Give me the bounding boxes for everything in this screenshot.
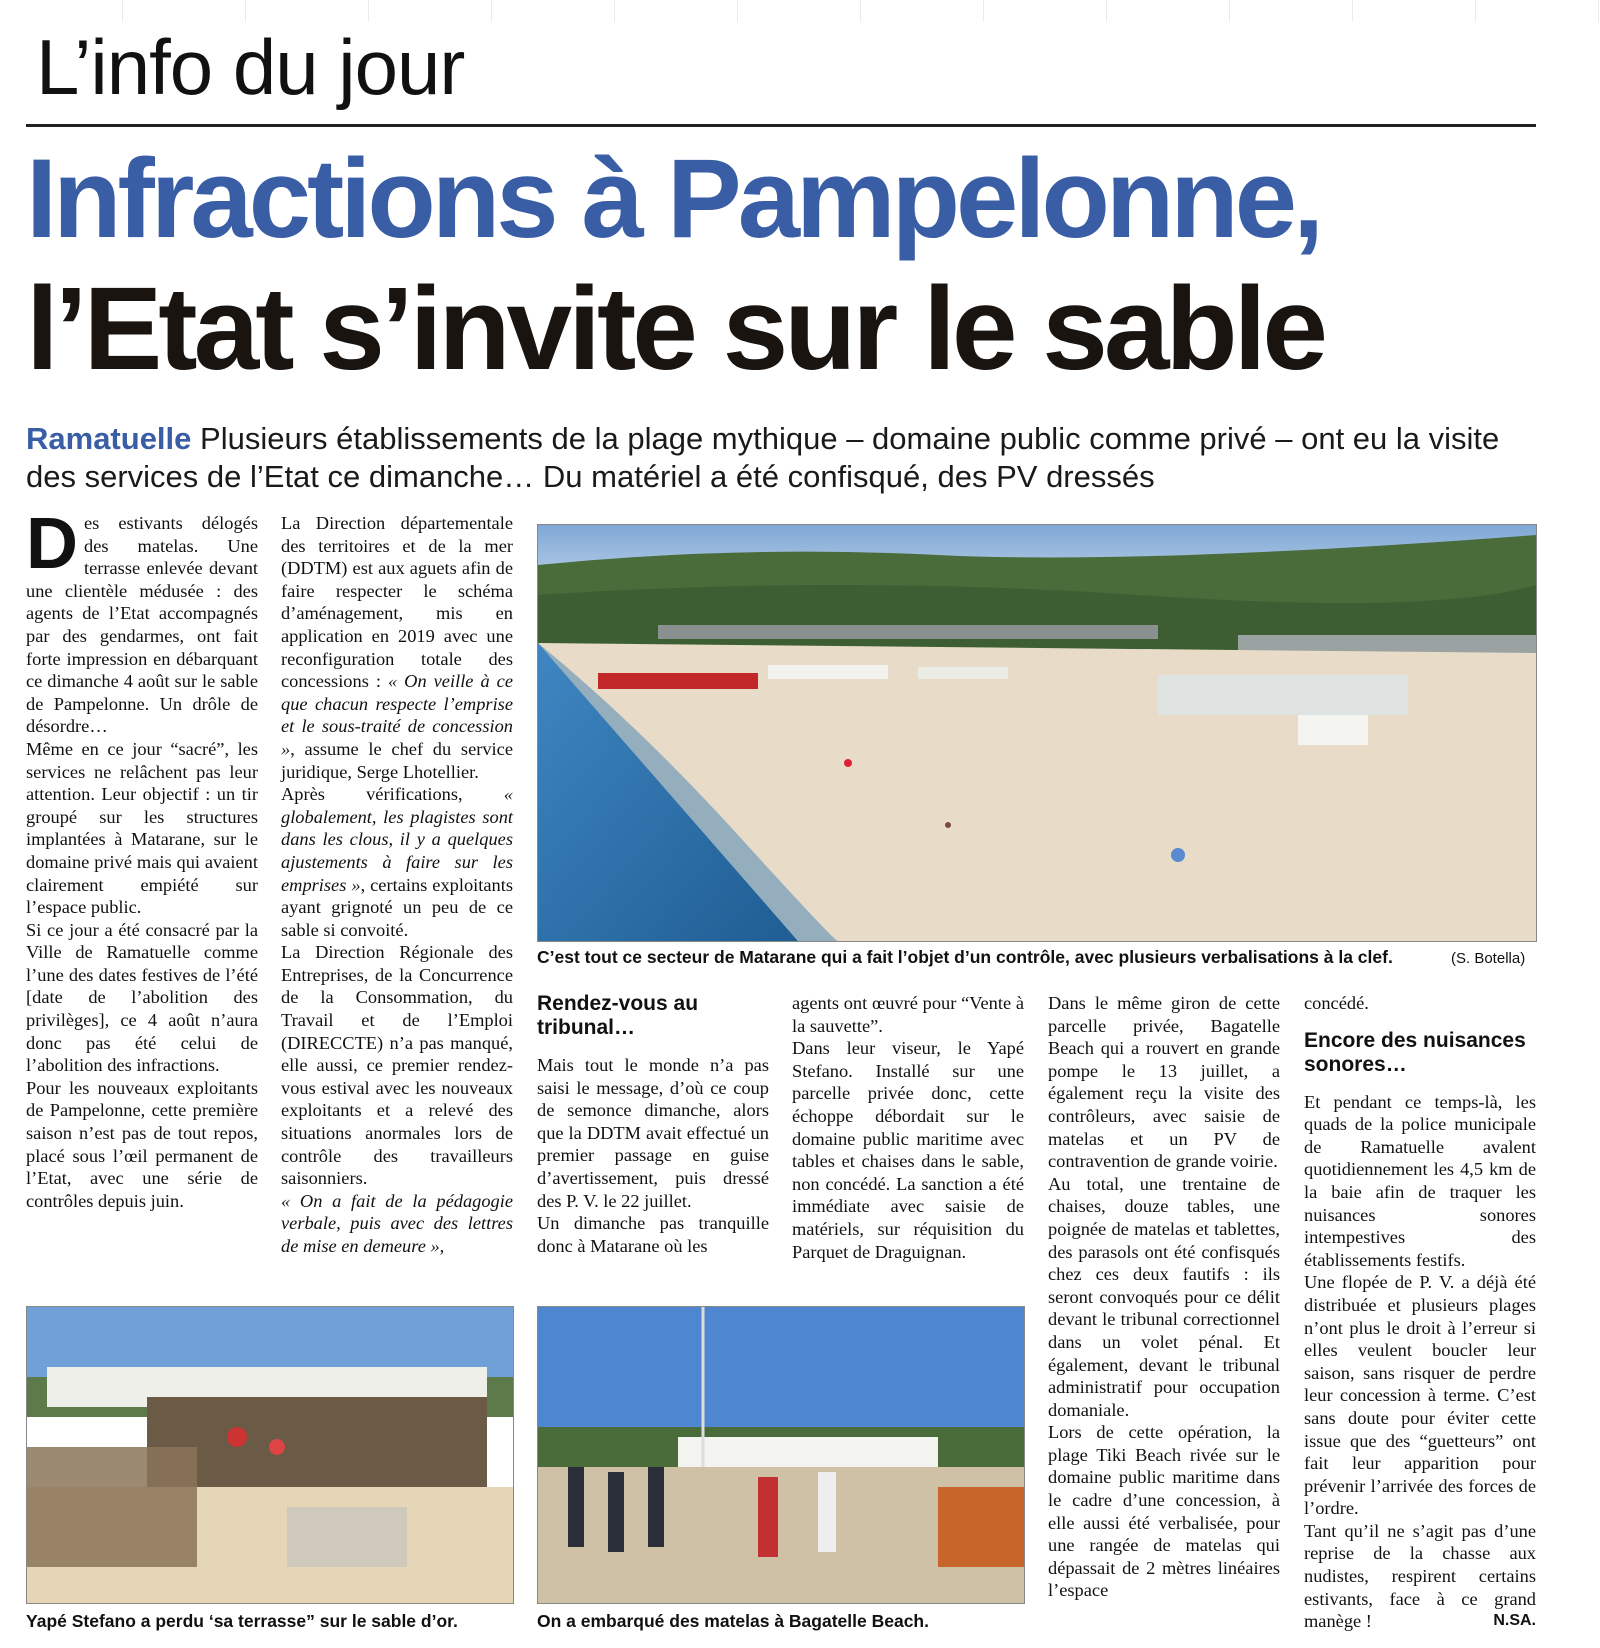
col5-paragraph-3: Lors de cette opération, la plage Tiki Beach rivée sur le domaine public maritime dans le cadre d’une concession, à elle aussi été verbalisée, pour une rangée de matelas qui dépassait de 2 mètres linéaires l’espace bbox=[1048, 1422, 1280, 1601]
subhead-nuisances: Encore des nuisances sonores… bbox=[1304, 1028, 1526, 1076]
section-rubric: L’info du jour bbox=[36, 23, 465, 111]
col6-paragraph-3 bbox=[1304, 1520, 1536, 1633]
main-photo-credit: (S. Botella) bbox=[1451, 950, 1526, 967]
article-column-5 bbox=[1048, 992, 1280, 1602]
col1-paragraph-1: es estivants délogés des matelas. Une terrasse enlevée devant une clientèle médusée : des agents de l’Etat accompagnés par des gendarmes, ont fait forte impression en débarquant ce dimanche 4 août sur le sable de Pampelonne. Un drôle de désordre… bbox=[26, 513, 258, 737]
bagatelle-photo bbox=[537, 1306, 1025, 1604]
bagatelle-photo-caption: On a embarqué des matelas à Bagatelle Beach. bbox=[537, 1611, 929, 1631]
top-strip bbox=[0, 0, 1600, 22]
article-column-6 bbox=[1304, 992, 1536, 1633]
article-column-4 bbox=[792, 992, 1024, 1263]
main-photo-caption: C’est tout ce secteur de Matarane qui a fait l’objet d’un contrôle, avec plusieurs verbalisations à la clef. bbox=[537, 947, 1393, 967]
main-beach-photo bbox=[537, 524, 1537, 942]
terrace-photo bbox=[26, 1306, 514, 1604]
article-column-2 bbox=[281, 512, 513, 1258]
col2-paragraph-1 bbox=[281, 512, 513, 783]
col2-p1-tail: , assume le chef du service juridique, Serge Lhotellier. bbox=[281, 738, 513, 782]
subhead-tribunal: Rendez-vous au tribunal… bbox=[537, 992, 699, 1039]
col2-p2-text: Après vérifications, bbox=[281, 784, 504, 805]
col4-paragraph-1: agents ont œuvré pour “Vente à la sauvette”. bbox=[792, 993, 1024, 1036]
col6-p3-text: Tant qu’il ne s’agit pas d’une reprise de la chasse aux nudistes, respirent certains estivants, face à ce grand manège ! bbox=[1304, 1520, 1536, 1632]
headline-line-2: l’Etat s’invite sur le sable bbox=[26, 263, 1325, 395]
terrace-photo-caption: Yapé Stefano a perdu ‘sa terrasse” sur le sable d’or. bbox=[26, 1611, 458, 1631]
col6-paragraph-1: Et pendant ce temps-là, les quads de la police municipale de Ramatuelle avalent quotidiennement les 4,5 km de la baie afin de traquer les nuisances sonores intempestives des établissements festifs. bbox=[1304, 1091, 1536, 1270]
col3-paragraph-1: Mais tout le monde n’a pas saisi le message, d’où ce coup de semonce dimanche, alors que la DDTM avait effectué un premier passage en guise d’avertissement, puis dressé des P. V. le 22 juillet. bbox=[537, 1055, 769, 1211]
terrace-image bbox=[27, 1307, 513, 1603]
bagatelle-image bbox=[538, 1307, 1024, 1603]
col4-paragraph-2: Dans leur viseur, le Yapé Stefano. Installé sur une parcelle privée donc, cette échoppe débordait sur le domaine public maritime avec tables et chaises dans le sable, non concédé. La sanction a été immédiate avec saisie de matériels, sur réquisition du Parquet de Draguignan. bbox=[792, 1038, 1024, 1262]
col6-paragraph-0: concédé. bbox=[1304, 993, 1369, 1013]
beach-aerial-image bbox=[538, 525, 1536, 941]
col2-paragraph-3: La Direction Régionale des Entreprises, de la Concurrence de la Consommation, du Travail et de l’Emploi (DIRECCTE) n’a pas manqué, elle aussi, ce premier rendez-vous estival avec les nouveaux exploitants et a relevé des situations anormales lors de contrôle des travailleurs saisonniers. bbox=[281, 942, 513, 1189]
col3-paragraph-2: Un dimanche pas tranquille donc à Matarane où les bbox=[537, 1213, 769, 1256]
lede bbox=[26, 420, 1546, 496]
col2-p1-quote: « On veille à ce que chacun respecte l’emprise et le sous-traité de concession » bbox=[281, 671, 513, 759]
col2-p2-tail: , certains exploitants ayant grignoté un peu de ce sable si convoité. bbox=[281, 874, 513, 940]
article-column-3 bbox=[537, 992, 769, 1257]
col1-paragraph-4: Pour les nouveaux exploitants de Pampelonne, cette première saison n’est pas de tout repos, placé sous l’œil permanent de l’Etat, avec une série de contrôles depuis juin. bbox=[26, 1077, 258, 1211]
headline-line-1: Infractions à Pampelonne, bbox=[26, 136, 1321, 261]
col2-p2-quote: « globalement, les plagistes sont dans les clous, il y a quelques ajustements à faire sur les emprises » bbox=[281, 784, 513, 895]
col2-p4-quote: « On a fait de la pédagogie verbale, puis avec des lettres de mise en demeure », bbox=[281, 1190, 513, 1256]
col5-paragraph-2: Au total, une trentaine de chaises, douze tables, une poignée de matelas et tablettes, des parasols ont été confisqués chez ces deux fautifs : ils seront convoqués pour ce délit devant le tribunal correctionnel dans un volet pénal. Et également, devant le tribunal administratif pour occupation domaniale. bbox=[1048, 1173, 1280, 1420]
col2-p1-text: La Direction départementale des territoires et de la mer (DDTM) est aux aguets afin de faire respecter le schéma d’aménagement, mis en application en 2019 avec une reconfiguration totale des concessions : bbox=[281, 513, 513, 692]
col2-paragraph-4 bbox=[281, 1190, 513, 1258]
lede-text: Plusieurs établissements de la plage mythique – domaine public comme privé – ont eu la visite des services de l’Etat ce dimanche… Du matériel a été confisqué, des PV dressés bbox=[26, 421, 1500, 494]
col1-paragraph-3: Si ce jour a été consacré par la Ville de Ramatuelle comme l’une des dates festives de l’été [date de l’abolition des privilèges], ce 4 août n’aura donc pas été celui de l’abolition des infractions. bbox=[26, 919, 258, 1076]
col2-paragraph-2 bbox=[281, 783, 513, 941]
col6-paragraph-2: Une flopée de P. V. a déjà été distribuée et plusieurs plages n’ont plus le droit à l’erreur si elles veulent boucler leur saison, sans risquer de perdre leur concession à terme. C’est sans doute pour éviter cette issue que des “guetteurs” ont fait leur apparition pour prévenir l’arrivée des forces de l’ordre. bbox=[1304, 1272, 1536, 1519]
author-signature: N.SA. bbox=[1493, 1612, 1536, 1630]
col1-paragraph-2: Même en ce jour “sacré”, les services ne relâchent pas leur attention. Leur objectif : un tir groupé sur les structures implantées à Matarane, sur le domaine privé mais qui avaient clairement empiété sur l’espace public. bbox=[26, 738, 258, 918]
article-column-1 bbox=[26, 504, 258, 1212]
col5-paragraph-1: Dans le même giron de cette parcelle privée, Bagatelle Beach qui a rouvert en grande pompe le 13 juillet, a également reçu la visite des contrôleurs, avec saisie de matelas et un PV de contravention de grande voirie. bbox=[1048, 993, 1280, 1172]
rubric-rule bbox=[26, 124, 1536, 127]
lede-location: Ramatuelle bbox=[26, 421, 192, 456]
drop-cap: D bbox=[26, 504, 78, 584]
